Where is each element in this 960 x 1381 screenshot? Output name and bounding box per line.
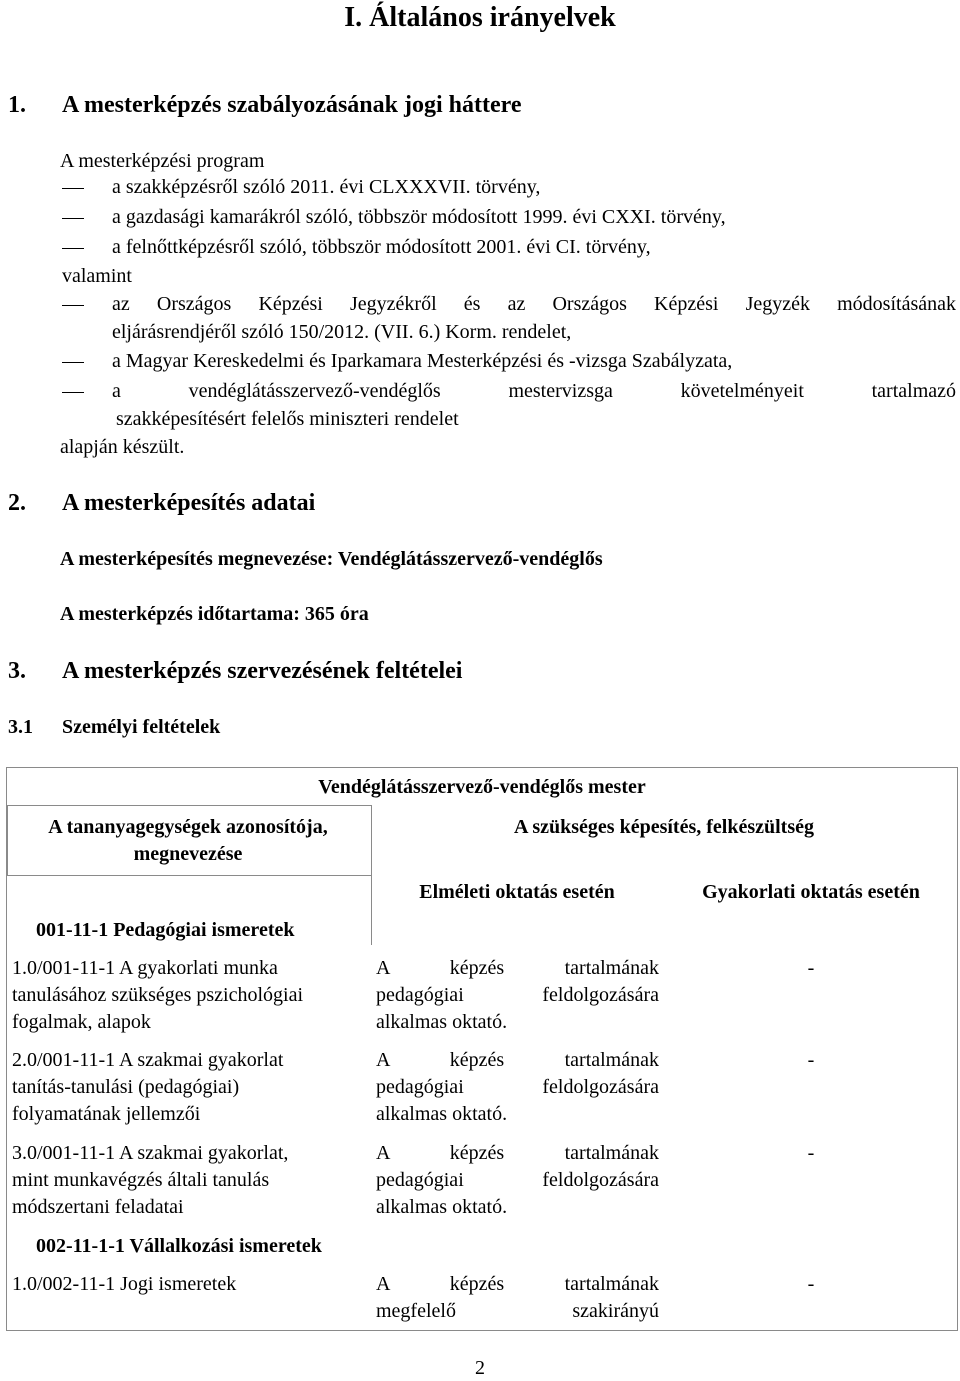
qualification-name-line: A mesterképesítés megnevezése: Vendéglátásszervező-vendéglős xyxy=(60,548,603,570)
document-title: I. Általános irányelvek xyxy=(344,2,616,33)
section-1-number: 1. xyxy=(8,92,26,118)
section-2-heading: A mesterképesítés adatai xyxy=(62,490,316,516)
list-item-continuation: eljárásrendjéről szóló 150/2012. (VII. 6.) Korm. rendelet, xyxy=(112,321,572,343)
subsection-3-1-heading: Személyi feltételek xyxy=(62,716,221,738)
practice-header: Gyakorlati oktatás esetén xyxy=(702,881,920,903)
dash-bullet xyxy=(62,362,84,363)
dash-bullet xyxy=(62,305,84,306)
page-number: 2 xyxy=(475,1357,485,1379)
row-1-theory-line: pedagógiai feldolgozására xyxy=(376,984,659,1006)
subsection-3-1-number: 3.1 xyxy=(8,716,33,738)
row-2-theory-line: pedagógiai feldolgozására xyxy=(376,1076,659,1098)
theory-header: Elméleti oktatás esetén xyxy=(419,881,615,903)
training-duration-line: A mesterképzés időtartama: 365 óra xyxy=(60,603,369,625)
dash-bullet xyxy=(62,248,84,249)
row-2-unit-line: tanítás-tanulási (pedagógiai) xyxy=(12,1076,240,1098)
list-item: a szakképzésről szóló 2011. évi CLXXXVII. törvény, xyxy=(112,176,541,198)
valamint-text: valamint xyxy=(62,265,132,287)
row-3-unit-line: mint munkavégzés általi tanulás xyxy=(12,1169,270,1191)
row-2-theory-line: A képzés tartalmának xyxy=(376,1049,659,1071)
row-3-theory-line: pedagógiai feldolgozására xyxy=(376,1169,659,1191)
dash-bullet xyxy=(62,392,84,393)
qualification-header: A szükséges képesítés, felkészültség xyxy=(514,816,814,838)
dash-bullet xyxy=(62,188,84,189)
row-1-unit-line: 1.0/001-11-1 A gyakorlati munka xyxy=(12,957,278,979)
row-4-theory-line: A képzés tartalmának xyxy=(376,1273,659,1295)
unit-group-heading: 002-11-1-1 Vállalkozási ismeretek xyxy=(36,1235,322,1257)
row-1-practice: - xyxy=(807,957,815,979)
list-item: a Magyar Kereskedelmi és Iparkamara Mesterképzési és -vizsga Szabályzata, xyxy=(112,350,733,372)
row-2-practice: - xyxy=(807,1049,815,1071)
row-2-unit-line: 2.0/001-11-1 A szakmai gyakorlat xyxy=(12,1049,284,1071)
section-3-number: 3. xyxy=(8,658,26,684)
row-1-unit-line: tanulásához szükséges pszichológiai xyxy=(12,984,304,1006)
list-item: a gazdasági kamarákról szóló, többször módosított 1999. évi CXXI. törvény, xyxy=(112,206,726,228)
row-3-theory-line: alkalmas oktató. xyxy=(376,1196,508,1218)
section-2-number: 2. xyxy=(8,490,26,516)
row-3-unit-line: 3.0/001-11-1 A szakmai gyakorlat, xyxy=(12,1142,289,1164)
section-1-heading: A mesterképzés szabályozásának jogi háttere xyxy=(62,92,522,118)
row-4-practice: - xyxy=(807,1273,815,1295)
row-1-theory-line: A képzés tartalmának xyxy=(376,957,659,979)
col-unit-header-line2: megnevezése xyxy=(133,843,243,865)
row-2-theory-line: alkalmas oktató. xyxy=(376,1103,508,1125)
section-3-heading: A mesterképzés szervezésének feltételei xyxy=(62,658,463,684)
unit-group-heading: 001-11-1 Pedagógiai ismeretek xyxy=(36,919,295,941)
col-unit-header: A tananyagegységek azonosítója, xyxy=(48,816,328,838)
intro-text: A mesterképzési program xyxy=(60,150,265,172)
row-3-theory-line: A képzés tartalmának xyxy=(376,1142,659,1164)
dash-bullet xyxy=(62,218,84,219)
list-item: a felnőttképzésről szóló, többször módosított 2001. évi CI. törvény, xyxy=(112,236,651,258)
list-item: a vendéglátásszervező-vendéglős mestervizsga követelményeit tartalmazó xyxy=(112,380,956,402)
row-4-theory-line: megfelelő szakirányú xyxy=(376,1300,659,1322)
row-3-practice: - xyxy=(807,1142,815,1164)
closing-text: alapján készült. xyxy=(60,436,185,458)
table-grid-line xyxy=(7,875,371,876)
list-item: az Országos Képzési Jegyzékről és az Országos Képzési Jegyzék módosításának xyxy=(112,293,956,315)
row-4-unit-line: 1.0/002-11-1 Jogi ismeretek xyxy=(12,1273,237,1295)
row-3-unit-line: módszertani feladatai xyxy=(12,1196,184,1218)
list-item-continuation: szakképesítésért felelős miniszteri rendelet xyxy=(116,408,459,430)
row-1-theory-line: alkalmas oktató. xyxy=(376,1011,508,1033)
row-1-unit-line: fogalmak, alapok xyxy=(12,1011,151,1033)
table-top-header: Vendéglátásszervező-vendéglős mester xyxy=(318,776,646,798)
table-grid-line xyxy=(7,805,371,806)
row-2-unit-line: folyamatának jellemzői xyxy=(12,1103,201,1125)
